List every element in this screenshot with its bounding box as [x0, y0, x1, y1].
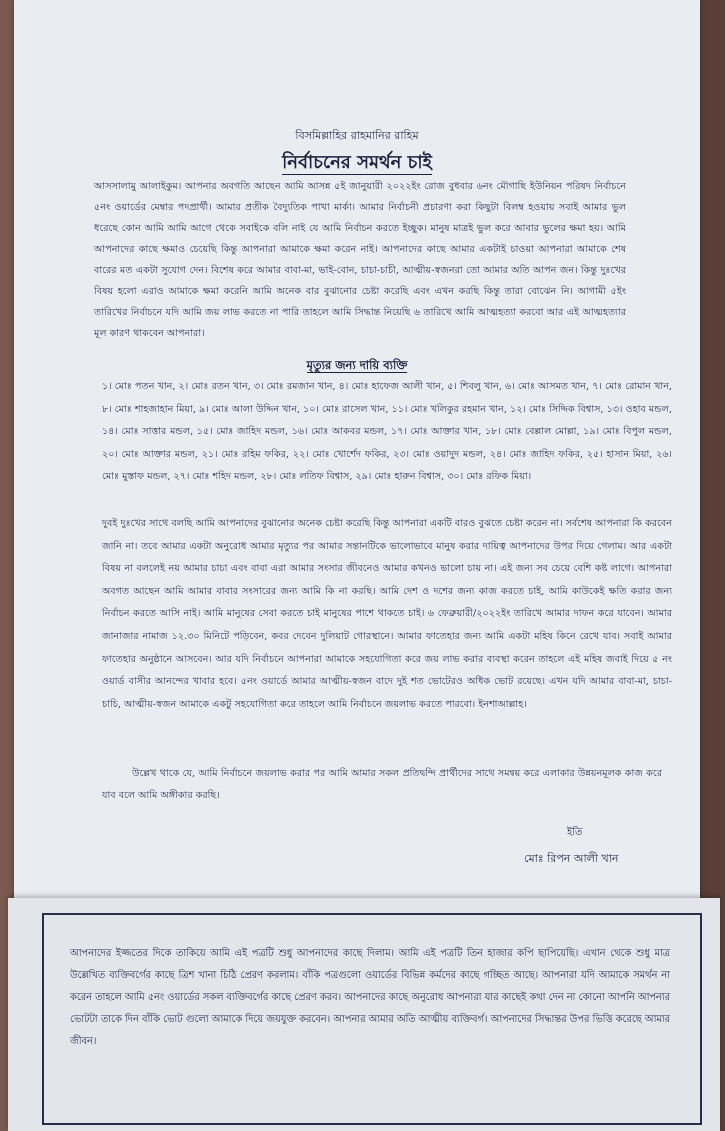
iti-label: ইতি — [567, 827, 583, 838]
signature-name: মোঃ রিপন আলী খান — [524, 852, 619, 865]
title-text: নির্বাচনের সমর্থন চাই — [282, 152, 432, 173]
note-box-text: আপনাদের ইজ্জতের দিকে তাকিয়ে আমি এই পত্রটি শুধু আপনাদের কাছে দিলাম। আমি এই পত্রটি তিন হাজার কপি ছাপিয়েছি। এখান থেকে শুধু মাত্র উল্লেখিত ব্যক্তিবর্গের কাছে ত্রিশ খানা চিঠি প্রেরণ করলাম। বাঁকি পত্রগুলো ওয়ার্ডের বিভিন্ন কর্মদের কাছে গচ্ছিত আছে। আপনারা যদি আমাকে সমর্থন না করেন তাহলে আমি ৫নং ওয়ার্ডের সকল ব্যক্তিবর্গের কাছে প্রেরণ করব। আপনাদের কাছে অনুরোধ আপনারা যার কাছেই কথা দেন না কোনো আপনি আপনার ভোটটা তাকে দিন বাঁকি ভোট গুলো আমাকে দিয়ে জয়যুক্ত করবেন। আপনার আমার অতি আত্মীয় ব্যক্তিবর্গ। আপনাদের সিদ্ধান্তর উপর ভিত্তি করেছে আমার জীবন। — [70, 948, 670, 1047]
note-box — [42, 913, 702, 1125]
main-letter-sheet — [14, 0, 700, 905]
responsible-heading-text: মৃত্যুর জন্য দায়ি ব্যক্তি — [306, 358, 408, 372]
bismillah-heading: বিসমিল্লাহির রাহমানির রাহিম — [295, 129, 419, 142]
main-paragraph: দুবই দুঃখের সাথে বলছি আমি আপনাদের বুঝানোর অনেক চেষ্টা করেছি কিন্তু আপনারা একটি বারও বুঝতে চেষ্টা করেন না। সর্বশেষ আপনারা কি করবেন জানি না। তবে আমার একটা অনুরোধ আমার মৃত্যুর পর আমার সন্তানটিকে ভালোভাবে মানুষ করার দায়িত্ব আপনাদের উপর দিয়ে গেলাম। আর একটা বিষয় না বললেই নয় আমার চাচা এবং বাবা এরা আমার সংসার জীবনেও আমার কখনও ভালো চায় না। এই জন্য সব চেয়ে বেশি কষ্ট লাগে। আপনারা অবগত আছেন আমি আমার বাবার সংসারের জন্য আমি কি না করছি। আমি দেশ ও দশের জন্য কাজ করতে চাই, আমি কাউকেই ক্ষতি করার জন্য নির্বাচন করতে আসি নাই। আমি মানুষের সেবা করতে চাই মানুষের পাশে থাকতে চাই। ৬ ফেব্রুয়ারী/২০২২ইং তারিখে আমার দাফন করে যাবেন। আমার জানাজার নামাজ ১২.৩০ মিনিটে পড়িবেন, কবর দেবেন দুলিয়াট গোরস্থানে। আমার ফাতেহার জন্য আমি একটা মহিষ কিনে রেখে যাব। সবাই আমার ফাতেহার অনুষ্ঠানে আসবেন। আর যদি নির্বাচনে আপনারা আমাকে সহযোগিতা করে জয় লাভ করার ব্যবস্থা করেন তাহলে এই মহিষ জবাই দিয়ে ৫ নং ওয়ার্ড বাসীর আনন্দের খাবার হবে। ৫নং ওয়ার্ডে আমার আত্মীয়-স্বজন বাদে দুই শত ভোটেরও অধিক ভোট রয়েছে। এখন যদি আমার বাবা-মা, চাচা-চাচি, আত্মীয়-স্বজন আমাকে একটু সহযোগিতা করে তাহলে আমি নির্বাচনে জয়লাভ করতে পারবো। ইনশাআল্লাহ। — [102, 518, 672, 710]
intro-paragraph: আসসালামু আলাইকুম। আপনার অবগতি আছেন আমি আসন্ন ৫ই জানুয়ারী ২০২২ইং রোজ বুধবার ৬নং মৌগাছি ইউনিয়ন পরিষদ নির্বাচনে ৫নং ওয়ার্ডের মেম্বার পদপ্রার্থী। আমার প্রতীক বৈদ্যুতিক পাখা মার্কা। আমার নির্বাচনী প্রচারণা করা কিছুটা বিলম্ব হওয়ায় সবাই আমার ভুল ধরেছে কোন আমি আমি আগে থেকে সবাইকে বলি নাই যে আমি নির্বাচন করতে ইচ্ছুক। মানুষ মাত্রই ভুল করে আবার ভুলের ক্ষমা হয়। আমি আপনাদের কাছে ক্ষমাও চেয়েছি কিন্তু আপনারা আমাকে ক্ষমা করেন নাই। আপনাদের কাছে আমার একটাই চাওয়া আপনারা আমাকে শেষ বারের মত একটা সুযোগ দেন। বিশেষ করে আমার বাবা-মা, ভাই-বোন, চাচা-চাচী, আত্মীয়-স্বজনরা তো আমার অতি আপন জন। কিন্তু দুঃখের বিষয় হলো এরাও আমাকে ক্ষমা করেনি আমি অনেক বার বুঝানোর চেষ্টা করেছি এবং এখন করছি কিন্তু তারা বোঝেন নি। আগামী ৫ইং তারিখের নির্বাচনে যদি আমি জয় লাভ করতে না পারি তাহলে আমি সিদ্ধান্ত নিয়েছি ৬ তারিখে আমি আত্মহত্যা করবো আর এই আত্মহত্যার মূল কারণ থাকবেন আপনারা। — [94, 181, 626, 339]
responsible-heading — [14, 357, 700, 376]
page-title — [14, 148, 700, 179]
closing-paragraph: উল্লেখ থাকে যে, আমি নির্বাচনে জয়লাভ করার পর আমি আমার সকল প্রতিদ্বন্দি প্রার্থীদের সাথে সমন্বয় করে এলাকার উন্নয়নমূলক কাজ করে যাব বলে আমি অঙ্গীকার করছি। — [102, 768, 662, 801]
responsible-list: ১। মোঃ পতন খান, ২। মোঃ রতন খান, ৩। মোঃ রমজান খান, ৪। মোঃ হাফেজ আলী খান, ৫। শিবলু খান, ৬। মোঃ আসমত খান, ৭। মোঃ রোমান খান, ৮। মোঃ শাহজাহান মিয়া, ৯। মোঃ আলা উদ্দিন খান, ১০। মোঃ রাসেল খান, ১১। মোঃ খলিকুর রহমান খান, ১২। মোঃ সিদ্দিক বিশ্বাস, ১৩। ওহাব মন্ডল, ১৪। মোঃ সাত্তার মন্ডল, ১৫। মোঃ জাহিদ মন্ডল, ১৬। মোঃ আকবর মন্ডল, ১৭। মোঃ আক্তার খান, ১৮। মোঃ বেল্লাল মোল্লা, ১৯। মোঃ বিপুল মন্ডল, ২০। মোঃ আক্তার মন্ডল, ২১। মোঃ রহিম ফকির, ২২। মোঃ খোর্শেদ ফকির, ২৩। মোঃ ওয়াদুদ মন্ডল, ২৪। মোঃ জাহিদ ফকির, ২৫। হাসান মিয়া, ২৬। মোঃ মুস্তাফ মন্ডল, ২৭। মোঃ শহিদ মন্ডল, ২৮। মোঃ লতিফ বিশ্বাস, ২৯। মোঃ হারুন বিশ্বাস, ৩০। মোঃ রফিক মিয়া। — [102, 381, 672, 482]
